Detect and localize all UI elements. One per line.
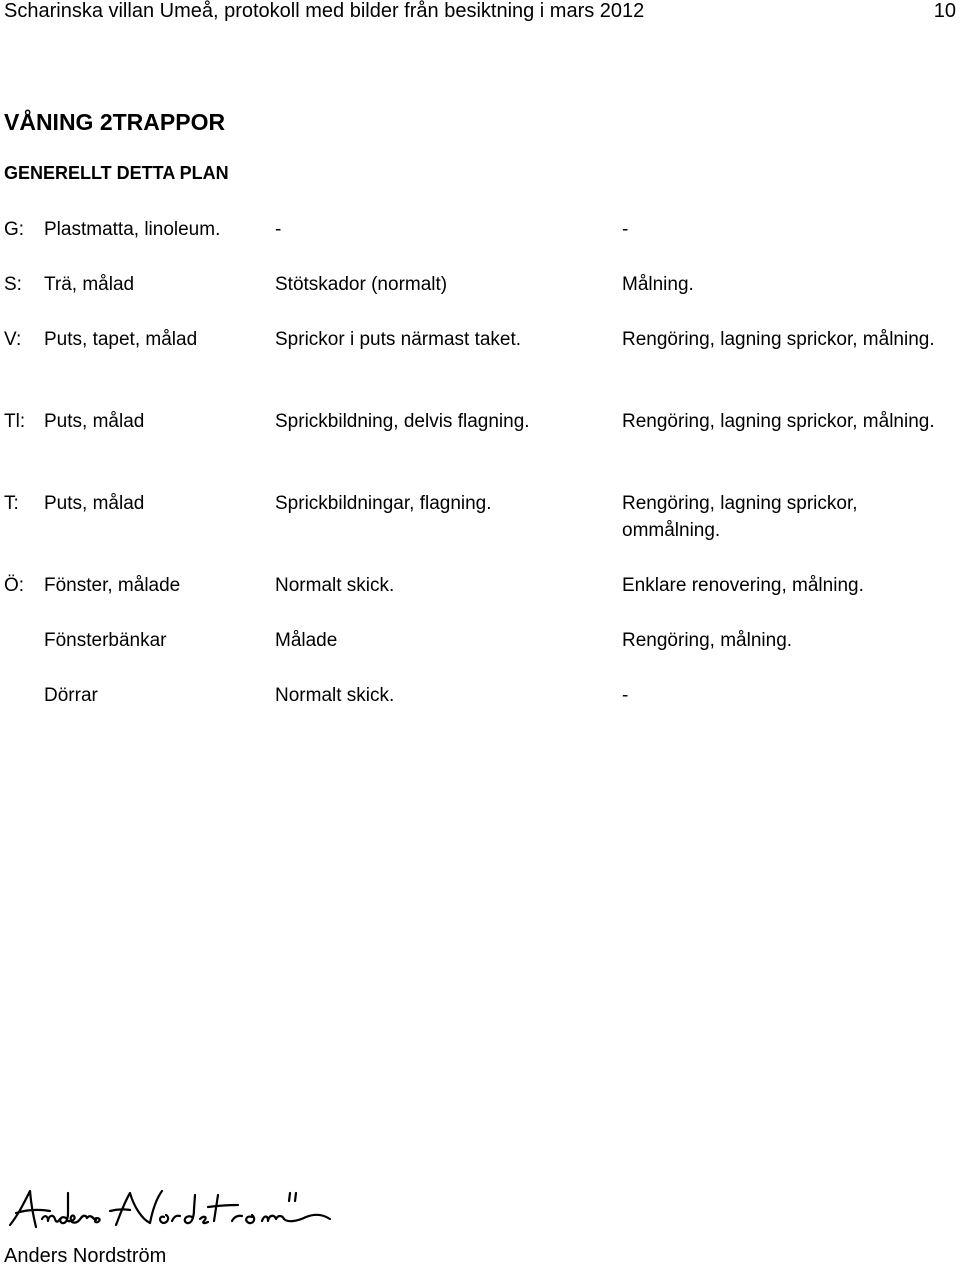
row-material: Puts, målad bbox=[44, 493, 145, 514]
row-material: Puts, målad bbox=[44, 411, 145, 432]
row-code: G: bbox=[4, 219, 25, 240]
handwritten-signature bbox=[6, 1185, 336, 1240]
header-title: Scharinska villan Umeå, protokoll med bilder från besiktning i mars 2012 bbox=[4, 0, 645, 22]
row-observation: Normalt skick. bbox=[275, 685, 395, 706]
row-material: Plastmatta, linoleum. bbox=[44, 219, 221, 240]
section-title: VÅNING 2TRAPPOR bbox=[4, 109, 226, 135]
signer-name: Anders Nordström bbox=[4, 1245, 167, 1267]
row-code: Ö: bbox=[4, 575, 25, 596]
row-action: Rengöring, lagning sprickor, ommålning. bbox=[622, 493, 858, 541]
row-action: - bbox=[622, 685, 629, 706]
row-material: Fönsterbänkar bbox=[44, 630, 167, 651]
row-action: Målning. bbox=[622, 274, 694, 295]
row-material: Trä, målad bbox=[44, 274, 135, 295]
page-number: 10 bbox=[933, 0, 956, 22]
row-observation: Målade bbox=[275, 630, 338, 651]
row-code: V: bbox=[4, 329, 22, 350]
row-material: Fönster, målade bbox=[44, 575, 181, 596]
row-material: Dörrar bbox=[44, 685, 98, 706]
signature-drawing bbox=[6, 1185, 336, 1235]
row-observation: Stötskador (normalt) bbox=[275, 274, 448, 295]
row-observation: Sprickor i puts närmast taket. bbox=[275, 329, 522, 350]
row-action: Enklare renovering, målning. bbox=[622, 575, 864, 596]
row-code: S: bbox=[4, 274, 22, 295]
row-code: Tl: bbox=[4, 411, 26, 432]
row-action: - bbox=[622, 219, 629, 240]
section-subtitle: GENERELLT DETTA PLAN bbox=[4, 163, 229, 183]
row-observation: Sprickbildningar, flagning. bbox=[275, 493, 492, 514]
row-observation: Sprickbildning, delvis flagning. bbox=[275, 411, 530, 432]
row-action: Rengöring, målning. bbox=[622, 630, 793, 651]
row-action: Rengöring, lagning sprickor, målning. bbox=[622, 329, 935, 350]
row-material: Puts, tapet, målad bbox=[44, 329, 198, 350]
row-code: T: bbox=[4, 493, 19, 514]
row-observation: Normalt skick. bbox=[275, 575, 395, 596]
row-action: Rengöring, lagning sprickor, målning. bbox=[622, 411, 935, 432]
row-observation: - bbox=[275, 219, 282, 240]
